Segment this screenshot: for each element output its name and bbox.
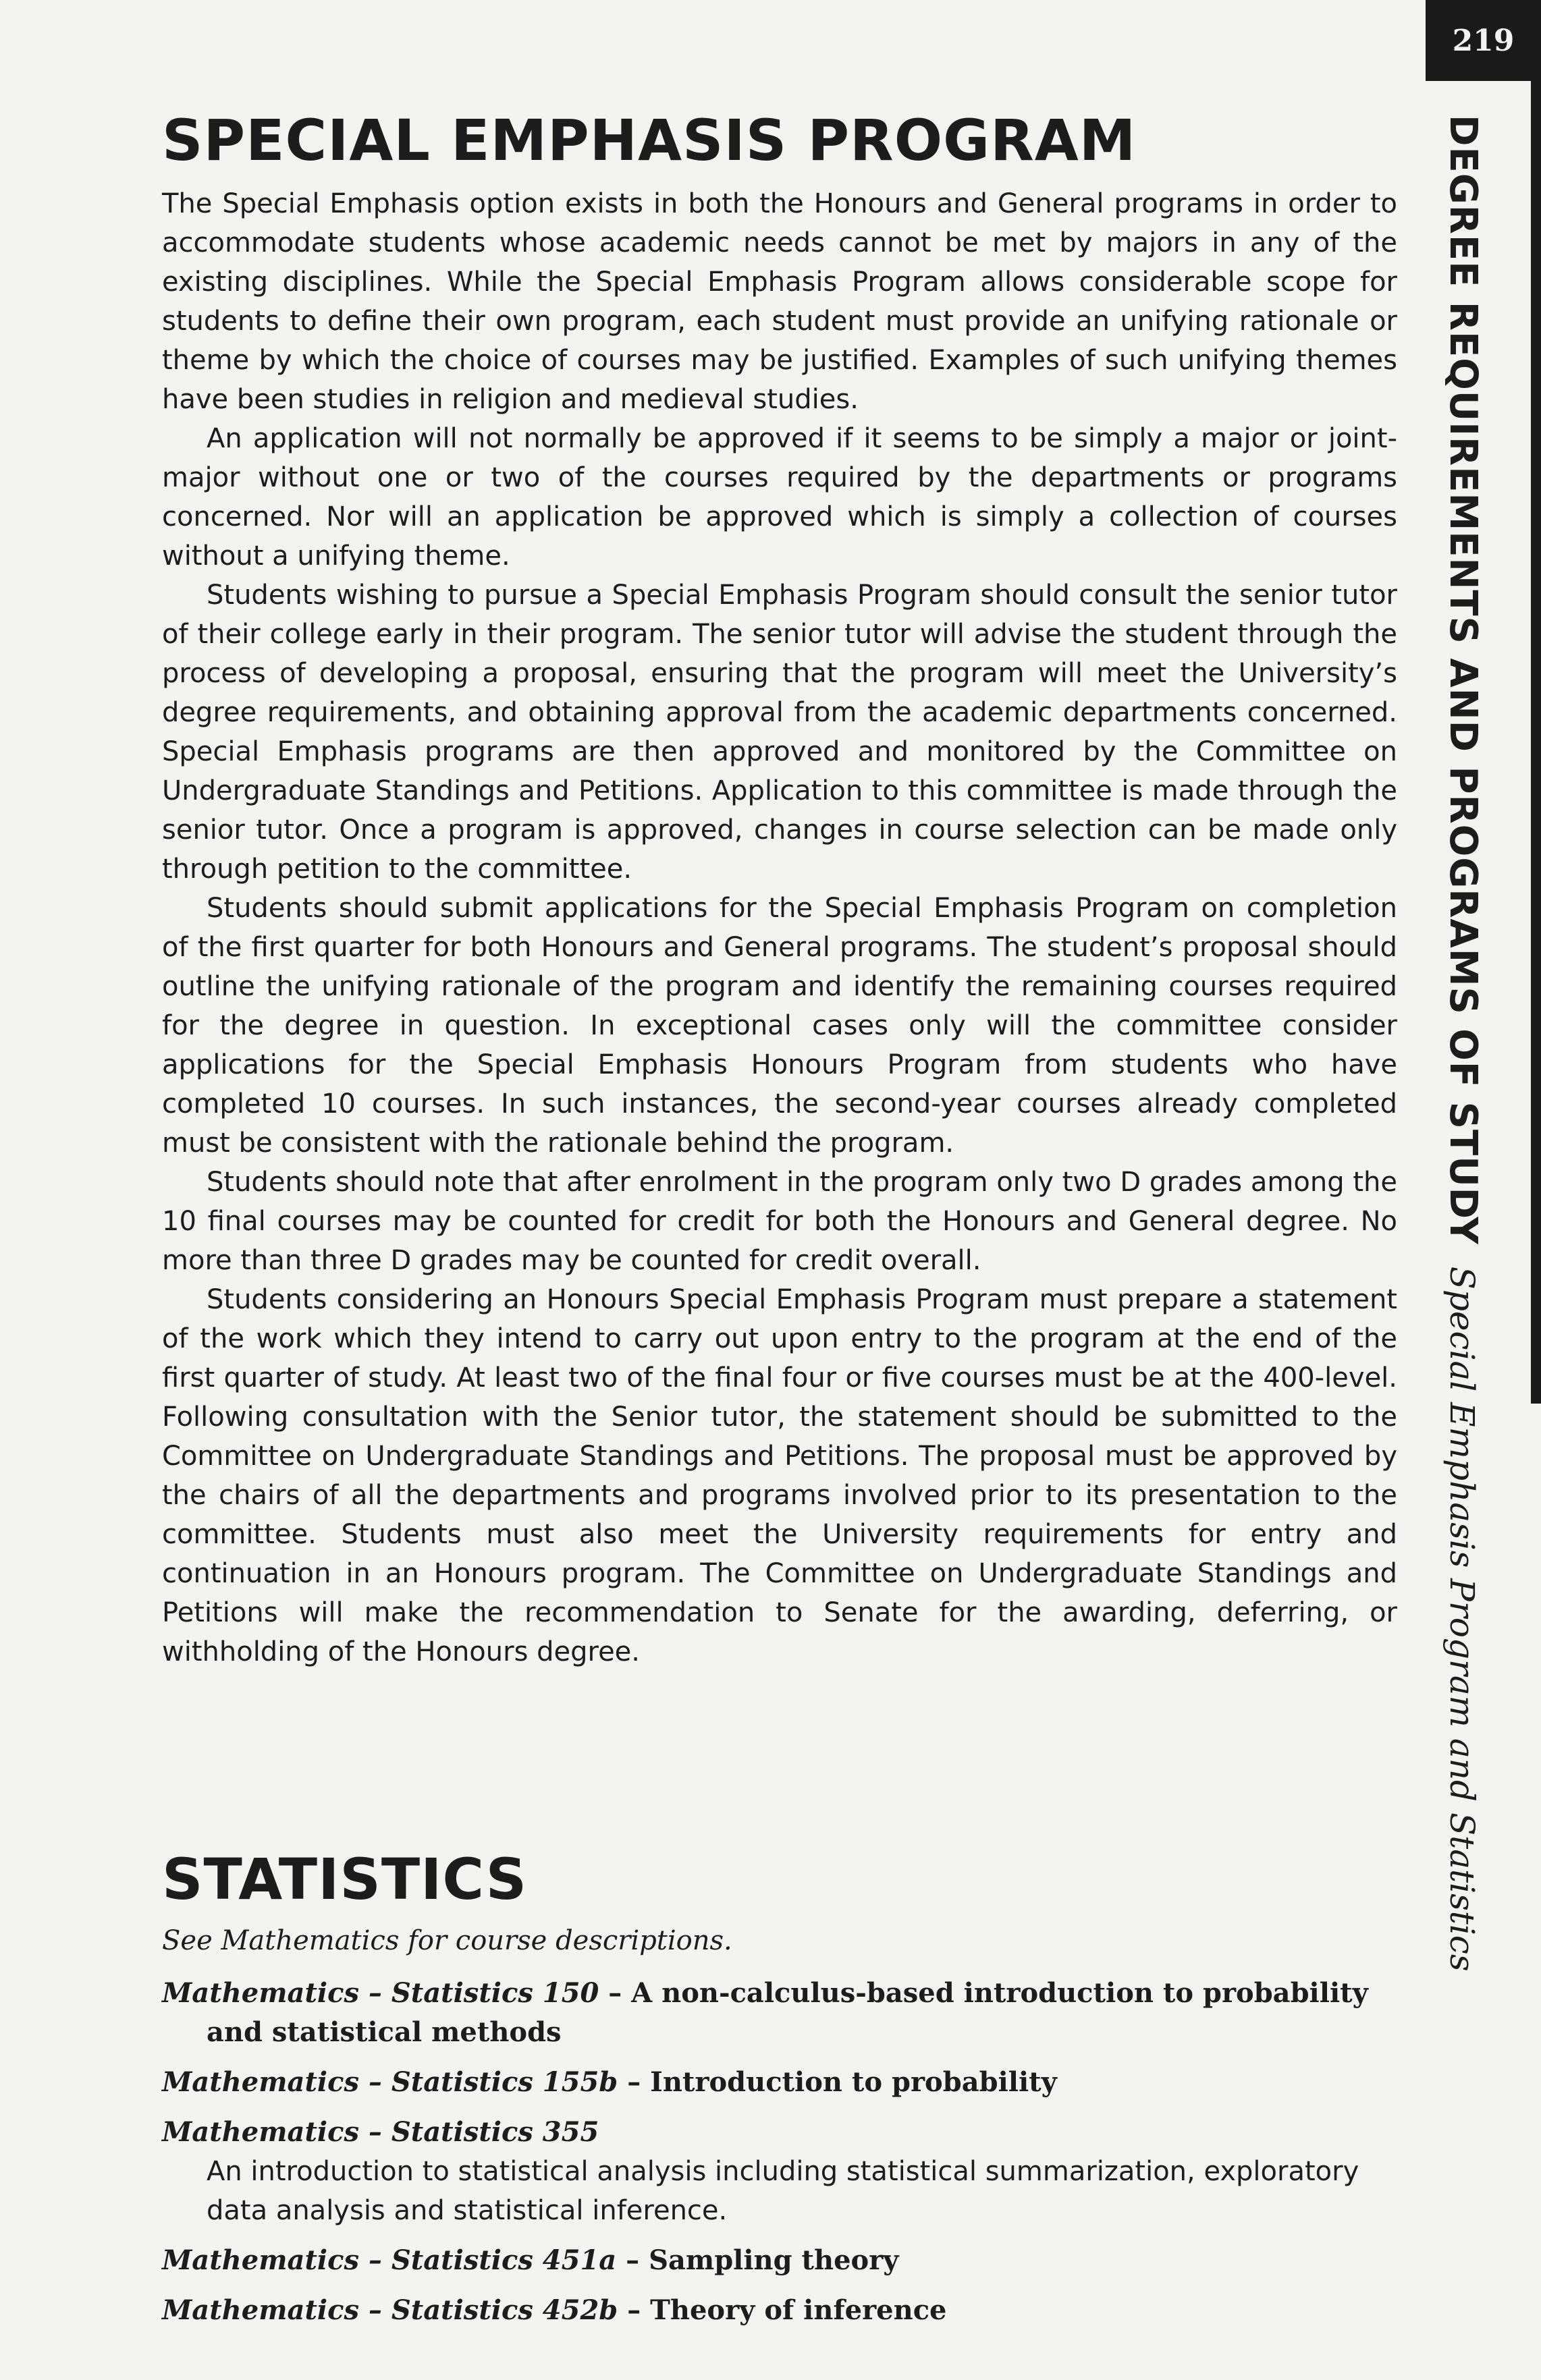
paragraph: An application will not normally be approved if it seems to be simply a major or joint-major without one or two of the courses required by the departments or programs concerned. Nor will an application be approved which is simply a collection of courses without a unifying theme. xyxy=(162,422,1397,572)
paragraph: Students should submit applications for the Special Emphasis Program on completion of the first quarter for both Honours and General programs. The student’s proposal should outline the unifying rationale of the program and identify the remaining courses required for the degree in question. In exceptional cases only will the committee consider applications for the Special Emphasis Honours Program from students who have completed 10 courses. In such instances, the second-year courses already completed must be consistent with the rationale behind the program. xyxy=(162,892,1397,1159)
running-head-section: DEGREE REQUIREMENTS AND PROGRAMS OF STUDY xyxy=(1441,115,1485,1245)
paragraph: Students considering an Honours Special Emphasis Program must prepare a statement of the work which they intend to carry out upon entry to the program at the end of the first quarter of study. At least two of the final four or five courses must be at the 400-level. Following consultation with the Senior tutor, the statement should be submitted to the Committee on Undergraduate Standings and Petitions. The proposal must be approved by the chairs of all the departments and programs involved prior to its presentation to the committee. Students must also meet the University requirements for entry and continuation in an Honours program. The Committee on Undergraduate Standings and Petitions will make the recommendation to Senate for the awarding, deferring, or withholding of the Honours degree. xyxy=(162,1283,1397,1667)
course-code: Mathematics – Statistics 355 xyxy=(162,2116,599,2149)
course-description: An introduction to statistical analysis including statistical summarization, exploratory data analysis and statistical inference. xyxy=(207,2156,1359,2227)
special-emphasis-heading: SPECIAL EMPHASIS PROGRAM xyxy=(162,107,1137,173)
running-head-subsection: Special Emphasis Program and Statistics xyxy=(1442,1266,1482,1972)
course-code: Mathematics – Statistics 150 xyxy=(162,1977,599,2010)
course-entry xyxy=(162,2063,1397,2102)
course-title: – Introduction to probability xyxy=(627,2066,1057,2099)
course-entry xyxy=(162,2291,1397,2330)
see-note: See Mathematics for course descriptions. xyxy=(162,1925,732,1957)
paragraph: The Special Emphasis option exists in both the Honours and General programs in order to accommodate students whose academic needs cannot be met by majors in any of the existing disciplines. While the Special Emphasis Program allows considerable scope for students to define their own program, each student must provide an unifying rationale or theme by which the choice of courses may be justified. Examples of such unifying themes have been studies in religion and medieval studies. xyxy=(162,188,1397,415)
running-head xyxy=(1441,115,1485,1972)
course-code: Mathematics – Statistics 155b xyxy=(162,2066,618,2099)
paragraph: Students wishing to pursue a Special Emphasis Program should consult the senior tutor of their college early in their program. The senior tutor will advise the student through the process of developing a proposal, ensuring that the program will meet the University’s degree requirements, and obtaining approval from the academic departments concerned. Special Emphasis programs are then approved and monitored by the Committee on Undergraduate Standings and Petitions. Application to this committee is made through the senior tutor. Once a program is approved, changes in course selection can be made only through petition to the committee. xyxy=(162,579,1397,885)
course-title: – A non-calculus-based introduction to probability and statistical methods xyxy=(207,1977,1368,2049)
paragraph: Students should note that after enrolment in the program only two D grades among the 10 final courses may be counted for credit for both the Honours and General degree. No more than three D grades may be counted for credit overall. xyxy=(162,1166,1397,1276)
statistics-heading: STATISTICS xyxy=(162,1846,528,1912)
course-entry xyxy=(162,2113,1397,2230)
course-entry xyxy=(162,2241,1397,2280)
page-number: 219 xyxy=(1426,0,1541,81)
course-code: Mathematics – Statistics 451a xyxy=(162,2244,617,2277)
course-entry xyxy=(162,1974,1397,2052)
side-rule xyxy=(1531,81,1541,1404)
page-content xyxy=(162,108,1397,2341)
course-code: Mathematics – Statistics 452b xyxy=(162,2294,618,2327)
course-title: – Sampling theory xyxy=(626,2244,899,2277)
course-title: – Theory of inference xyxy=(627,2294,947,2327)
